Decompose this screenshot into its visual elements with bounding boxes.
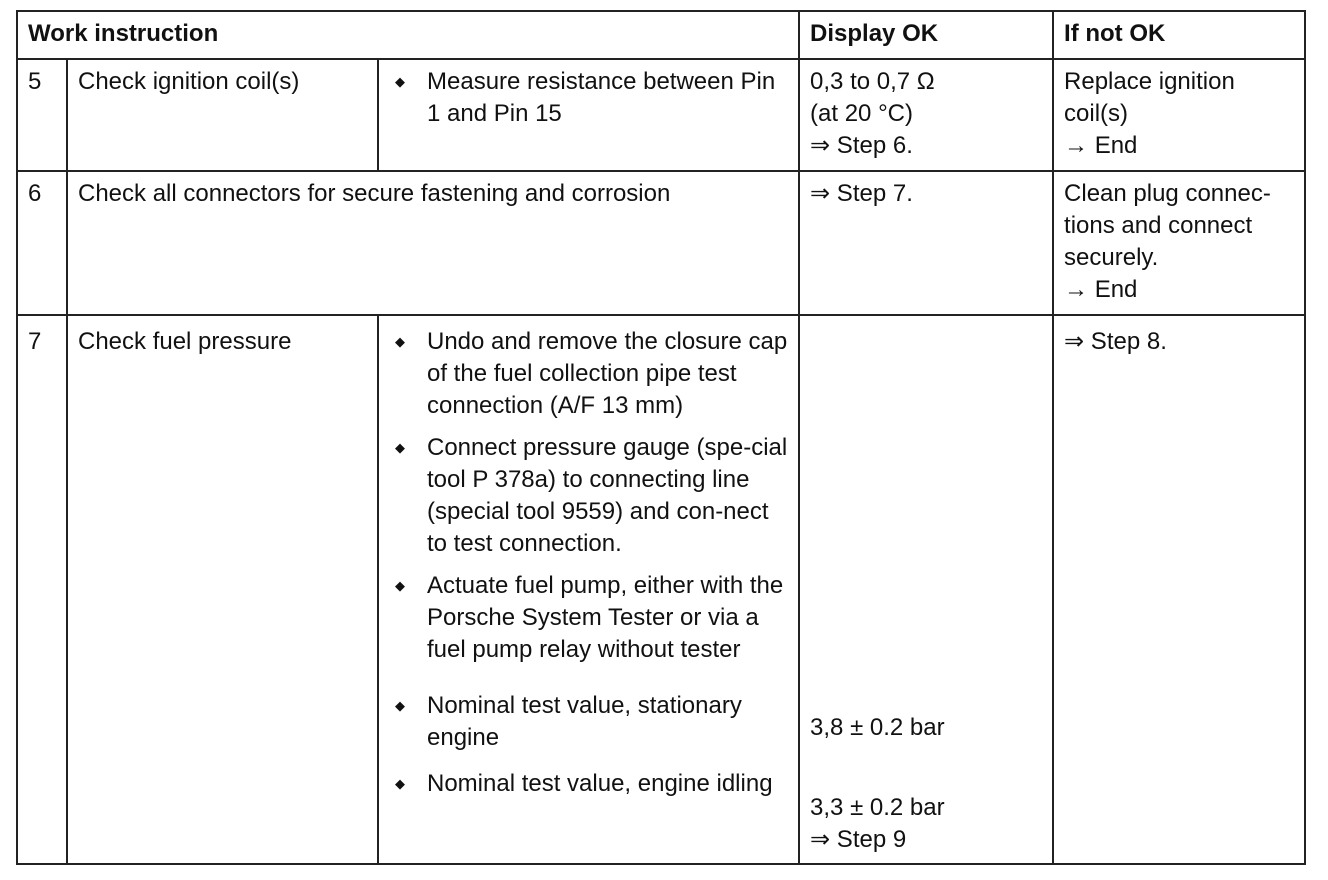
- step-title: Check ignition coil(s): [67, 59, 378, 171]
- step-instructions: [378, 59, 799, 171]
- instruction-list: [389, 326, 788, 800]
- display-ok-idling: 3,3 ± 0.2 bar ⇒ Step 9: [810, 794, 945, 853]
- table-header-row: [17, 11, 1305, 59]
- display-ok-value: 0,3 to 0,7 Ω (at 20 °C) ⇒ Step 6.: [799, 59, 1053, 171]
- step-title: Check all connectors for secure fastening and corrosion: [67, 171, 799, 315]
- header-if-not-ok: If not OK: [1053, 11, 1305, 59]
- if-not-ok-action: ⇒ Step 8.: [1053, 315, 1305, 864]
- step-number: 6: [17, 171, 67, 315]
- step-number: 7: [17, 315, 67, 864]
- step-number: 5: [17, 59, 67, 171]
- display-ok-stationary: 3,8 ± 0.2 bar: [810, 714, 945, 741]
- if-not-ok-action: Clean plug connec-tions and connect securely. → End: [1053, 171, 1305, 315]
- header-work-instruction: Work instruction: [17, 11, 799, 59]
- header-display-ok: Display OK: [799, 11, 1053, 59]
- table-row-step-5: [17, 59, 1305, 171]
- instruction-item: ◆ Connect pressure gauge (spe-cial tool P 378a) to connecting line (special tool 9559) and con-nect to test connection.: [389, 432, 788, 560]
- table-row-step-7: [17, 315, 1305, 864]
- instruction-item: ◆ Measure resistance between Pin 1 and Pin 15: [389, 66, 788, 130]
- step-instructions: [378, 315, 799, 864]
- display-ok-value: ⇒ Step 7.: [799, 171, 1053, 315]
- instruction-list: [389, 66, 788, 130]
- step-title: Check fuel pressure: [67, 315, 378, 864]
- table-row-step-6: [17, 171, 1305, 315]
- if-not-ok-action: Replace ignition coil(s) → End: [1053, 59, 1305, 171]
- display-ok-cell: [799, 315, 1053, 864]
- instruction-item: ◆ Undo and remove the closure cap of the fuel collection pipe test connection (A/F 13 mm): [389, 326, 788, 422]
- work-instruction-table: [16, 10, 1306, 865]
- display-ok-values: [810, 326, 1042, 857]
- instruction-item: ◆ Nominal test value, stationary engine: [389, 690, 788, 754]
- instruction-item: ◆ Nominal test value, engine idling: [389, 768, 788, 800]
- instruction-item: ◆ Actuate fuel pump, either with the Porsche System Tester or via a fuel pump relay without tester: [389, 570, 788, 666]
